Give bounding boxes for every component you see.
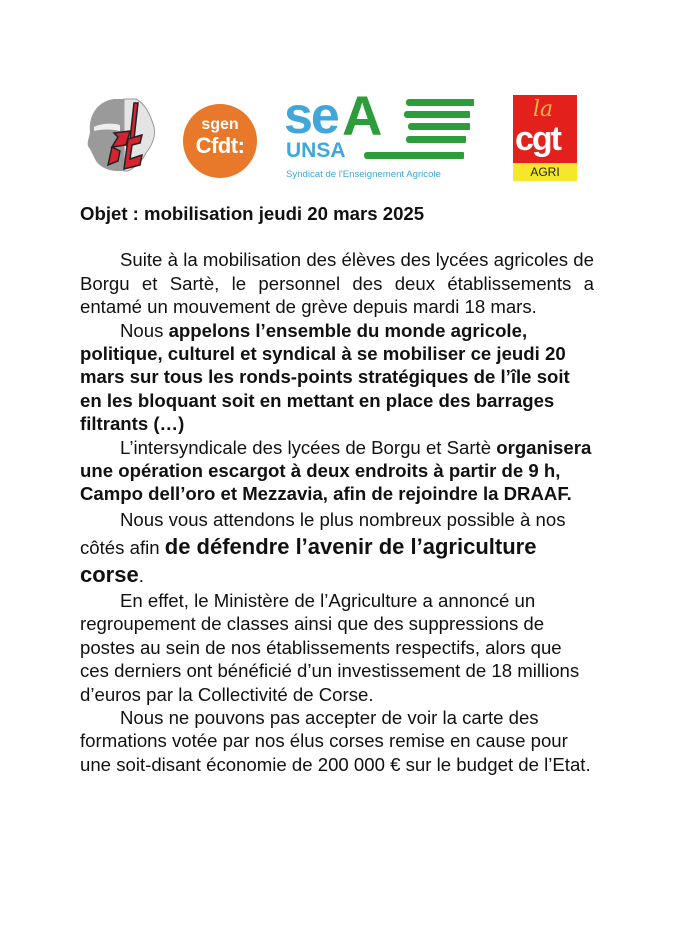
green-stripe: [406, 136, 466, 143]
unsa-text: UNSA: [286, 139, 346, 162]
cgt-agri-logo: [513, 95, 577, 181]
green-stripe: [406, 99, 474, 106]
cfdt-label: Cfdt:: [195, 133, 245, 158]
cgt-la-text: la: [533, 97, 554, 122]
green-stripe: [408, 123, 470, 130]
cgt-agri-band: AGRI: [513, 163, 577, 181]
paragraph-strike-context: Suite à la mobilisation des élèves des lycées agricoles de Borgu et Sartè, le personnel des deux établissements a entamé un mouvement de grève depuis mardi 18 mars.: [80, 249, 594, 318]
paragraph-escargot-operation: [80, 436, 594, 506]
p4-intro: Nous vous attendons le plus nombreux possible à nos côtés afin: [80, 508, 566, 558]
paragraph-call-to-mobilize: [80, 319, 594, 436]
p3-bold-operation: organisera une opération escargot à deux endroits à partir de 9 h, Campo dell’oro et Mezzavia, afin de rejoindre la DRAAF.: [80, 436, 592, 505]
p4-bold-defend: de défendre l’avenir de l’agriculture corse: [80, 533, 537, 587]
stc-corsican-head-icon: [84, 93, 164, 175]
subject-line: Objet : mobilisation jeudi 20 mars 2025: [80, 203, 425, 224]
p2-intro: Nous: [120, 319, 169, 341]
sea-se-text: se: [284, 87, 338, 145]
p3-intro: L’intersyndicale des lycées de Borgu et Sartè: [120, 436, 497, 458]
letter-body: [80, 202, 594, 776]
green-stripe: [404, 111, 470, 118]
green-stripe: [364, 152, 464, 159]
cgt-text: cgt: [515, 120, 560, 158]
stc-logo: [84, 93, 164, 175]
sea-unsa-logo: [284, 84, 474, 186]
paragraph-refusal: Nous ne pouvons pas accepter de voir la carte des formations votée par nos élus corses remise en cause pour une soit-disant économie de 200 000 € sur le budget de l’Etat.: [80, 706, 591, 775]
p2-bold-call: appelons l’ensemble du monde agricole, politique, culturel et syndical à se mobiliser ce jeudi 20 mars sur tous les ronds-points stratégiques de l’île soit en les bloquant soit en mettant en place des barrages filtrants (…): [80, 319, 570, 435]
sea-subtitle: Syndicat de l'Enseignement Agricole: [286, 169, 441, 180]
union-logos-header: [0, 0, 675, 200]
p4-end: .: [138, 564, 144, 586]
paragraph-invitation: [80, 506, 594, 589]
sgen-cfdt-logo: [183, 104, 257, 178]
sgen-label: sgen: [201, 116, 239, 133]
sea-a-text: A: [342, 84, 383, 147]
paragraph-ministry-cuts: En effet, le Ministère de l’Agriculture a annoncé un regroupement de classes ainsi que des suppressions de postes au sein de nos établissements respectifs, alors que ces derniers ont bénéficié d’un investissement de 18 millions d’euros par la Collectivité de Corse.: [80, 589, 580, 705]
